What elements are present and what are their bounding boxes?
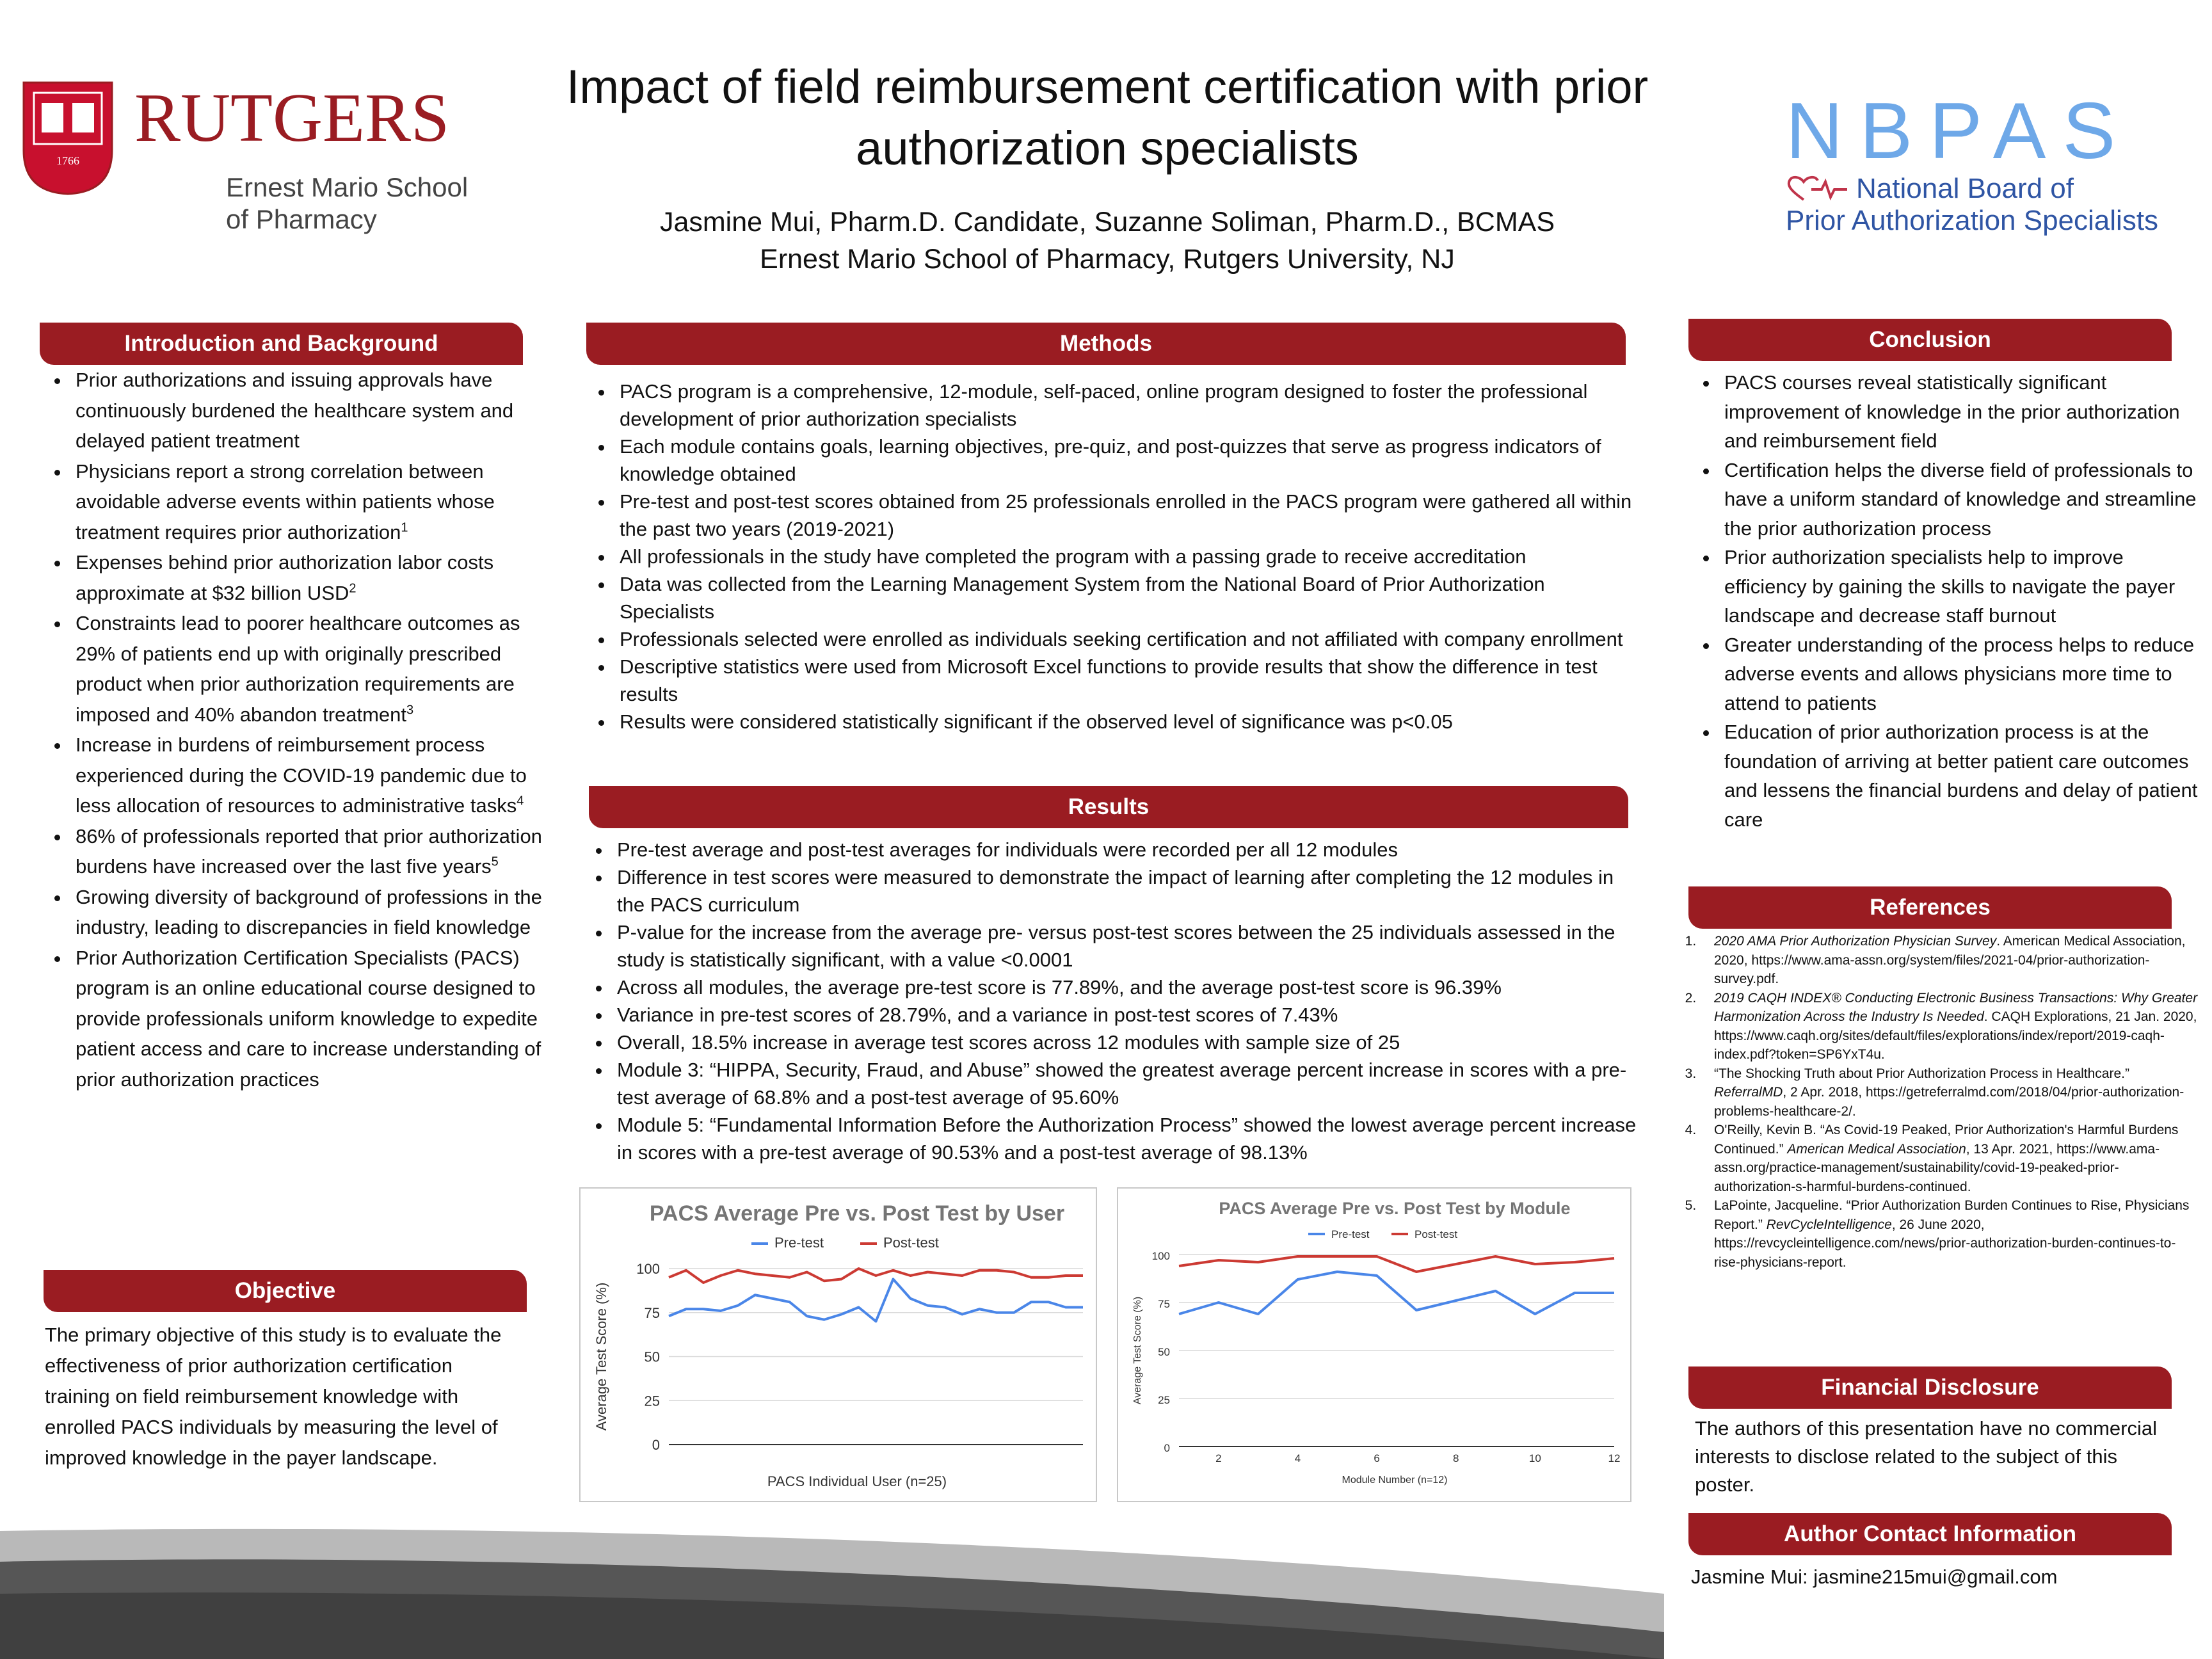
legend-label: Post-test xyxy=(883,1235,939,1251)
objective-text: The primary objective of this study is to evaluate the effectiveness of prior authorization certification training on field reimbursement knowledge with enrolled PACS individuals by measuring the level of improved knowledge in the payer landscape. xyxy=(45,1324,502,1469)
intro-heading: Introduction and Background xyxy=(40,323,523,365)
rutgers-year: 1766 xyxy=(56,154,79,167)
nbpas-acronym: NBPAS xyxy=(1786,87,2133,175)
series-line-pretest xyxy=(1179,1272,1614,1314)
list-item: • Variance in pre-test scores of 28.79%, and a variance in post-test scores of 7.43% xyxy=(612,1001,1642,1029)
list-item: • Expenses behind prior authorization labor costs approximate at $32 billion USD$^2$ xyxy=(70,547,552,608)
list-item: • Descriptive statistics were used from Microsoft Excel functions to provide results that show the difference in test results xyxy=(614,653,1639,708)
list-item: • Results were considered statistically significant if the observed level of significance was p<0.05 xyxy=(614,708,1639,735)
list-item: • Physicians report a strong correlation between avoidable adverse events within patients whose treatment requires prior authorization$^1$ xyxy=(70,456,552,548)
list-item: • Each module contains goals, learning objectives, pre-quiz, and post-quizzes that serve as progress indicators of knowledge obtained xyxy=(614,433,1639,488)
list-item: • Constraints lead to poorer healthcare outcomes as 29% of patients end up with originally prescribed product when prior authorization requirements are imposed and 40% abandon treatment$^3$ xyxy=(70,608,552,730)
list-item: • Professionals selected were enrolled as individuals seeking certification and not affiliated with company enrollment xyxy=(614,625,1639,653)
list-item: • Across all modules, the average pre-test score is 77.89%, and the average post-test score is 96.39% xyxy=(612,974,1642,1001)
title-line-1: Impact of field reimbursement certification with prior xyxy=(566,60,1649,113)
y-tick-label: 100 xyxy=(636,1261,660,1277)
list-item: • Overall, 18.5% increase in average test scores across 12 modules with sample size of 25 xyxy=(612,1029,1642,1056)
y-tick-label: 25 xyxy=(644,1393,660,1409)
results-list xyxy=(582,836,1642,1166)
series-line-posttest xyxy=(1179,1256,1614,1272)
y-axis-label: Average Test Score (%) xyxy=(1132,1296,1143,1405)
intro-list xyxy=(41,365,552,1094)
list-item: • Module 5: “Fundamental Information Before the Authorization Process” showed the lowest average percent increase in scores with a pre-test average of 90.53% and a post-test average of 98.13% xyxy=(612,1111,1642,1166)
heartbeat-icon xyxy=(1786,174,1856,204)
rutgers-school-line1: Ernest Mario School xyxy=(226,172,469,202)
objective-heading: Objective xyxy=(44,1270,527,1312)
reference-item: 2. 2019 CAQH INDEX® Conducting Electronic Business Transactions: Why Greater Harmonization Across the Industry Is Needed. CAQH Explorations, 21 Jan. 2020, https://www.caqh.org/sites/default/files/explorations/index/report/2019-caqh-index.pdf?token=SP6YxT4u. xyxy=(1700,989,2199,1064)
x-tick-label: 2 xyxy=(1215,1452,1222,1464)
list-item: • All professionals in the study have completed the program with a passing grade to receive accreditation xyxy=(614,543,1639,570)
page-title xyxy=(448,56,1767,179)
author-block xyxy=(448,204,1767,278)
nbpas-line2: Prior Authorization Specialists xyxy=(1786,205,2159,236)
x-tick-label: 12 xyxy=(1608,1452,1621,1464)
list-item: • 86% of professionals reported that prior authorization burdens have increased over the last five years$^5$ xyxy=(70,821,552,882)
methods-list xyxy=(585,378,1639,735)
x-tick-label: 6 xyxy=(1374,1452,1380,1464)
financial-heading: Financial Disclosure xyxy=(1688,1366,2172,1409)
list-item: • Greater understanding of the process helps to reduce adverse events and allows physicians more time to attend to patients xyxy=(1719,630,2200,718)
list-item: • P-value for the increase from the average pre- versus post-test scores between the 25 individuals assessed in the study is statistically significant, with a value <0.0001 xyxy=(612,918,1642,974)
legend-label: Post-test xyxy=(1415,1228,1458,1240)
y-tick-label: 100 xyxy=(1151,1250,1170,1262)
contact-heading: Author Contact Information xyxy=(1688,1513,2172,1555)
methods-heading: Methods xyxy=(586,323,1626,365)
y-tick-label: 75 xyxy=(644,1304,660,1321)
list-item: • Education of prior authorization process is at the foundation of arriving at better patient care outcomes and lessens the financial burdens and delay of patient care xyxy=(1719,717,2200,834)
authors: Jasmine Mui, Pharm.D. Candidate, Suzanne Soliman, Pharm.D., BCMAS xyxy=(659,207,1555,237)
chart-by-user xyxy=(579,1187,1097,1502)
chart-by-module-svg xyxy=(1118,1189,1630,1501)
list-item: • Pre-test average and post-test averages for individuals were recorded per all 12 modules xyxy=(612,836,1642,863)
y-tick-label: 0 xyxy=(652,1437,660,1453)
list-item: • Increase in burdens of reimbursement process experienced during the COVID-19 pandemic due to less allocation of resources to administrative tasks$^4$ xyxy=(70,730,552,821)
list-item: • Data was collected from the Learning Management System from the National Board of Prior Authorization Specialists xyxy=(614,570,1639,625)
y-axis-label: Average Test Score (%) xyxy=(593,1282,609,1431)
financial-text: The authors of this presentation have no commercial interests to disclose related to the subject of this poster. xyxy=(1695,1417,2157,1496)
x-axis-label: PACS Individual User (n=25) xyxy=(767,1473,947,1489)
list-item: • PACS program is a comprehensive, 12-module, self-paced, online program designed to foster the professional development of prior authorization specialists xyxy=(614,378,1639,433)
list-item: • Prior authorizations and issuing approvals have continuously burdened the healthcare system and delayed patient treatment xyxy=(70,365,552,456)
reference-item: 1. 2020 AMA Prior Authorization Physician Survey. American Medical Association, 2020, https://www.ama-assn.org/system/files/2021-04/prior-authorization-survey.pdf. xyxy=(1700,932,2199,989)
rutgers-school-line2: of Pharmacy xyxy=(226,204,377,234)
legend-label: Pre-test xyxy=(774,1235,824,1251)
chart-by-user-svg xyxy=(581,1189,1096,1501)
y-tick-label: 0 xyxy=(1164,1442,1170,1454)
nbpas-line1-row xyxy=(1786,173,2170,205)
title-line-2: authorization specialists xyxy=(856,122,1359,175)
rutgers-wordmark: RUTGERS xyxy=(134,80,450,156)
results-heading: Results xyxy=(589,786,1628,828)
reference-item: 5. LaPointe, Jacqueline. “Prior Authorization Burden Continues to Rise, Physicians Report.” RevCycleIntelligence, 26 June 2020, https://revcycleintelligence.com/news/prior-authorization-burden-continues-to-rise-physicians-report. xyxy=(1700,1196,2199,1272)
series-line-pretest xyxy=(669,1279,1083,1322)
references-heading: References xyxy=(1688,886,2172,929)
x-axis-label: Module Number (n=12) xyxy=(1342,1475,1448,1486)
chart-title: PACS Average Pre vs. Post Test by Module xyxy=(1219,1199,1571,1218)
nbpas-line1: National Board of xyxy=(1856,173,2074,204)
list-item: • Pre-test and post-test scores obtained from 25 professionals enrolled in the PACS program were gathered all within the past two years (2019-2021) xyxy=(614,488,1639,543)
x-tick-label: 8 xyxy=(1452,1452,1459,1464)
contact-text: Jasmine Mui: jasmine215mui@gmail.com xyxy=(1691,1562,2177,1592)
references-list xyxy=(1674,932,2199,1272)
conclusion-heading: Conclusion xyxy=(1688,319,2172,361)
y-tick-label: 50 xyxy=(1158,1346,1170,1358)
conclusion-list xyxy=(1690,368,2200,834)
legend-label: Pre-test xyxy=(1331,1228,1370,1240)
list-item: • Prior authorization specialists help to improve efficiency by gaining the skills to navigate the payer landscape and decrease staff burnout xyxy=(1719,543,2200,630)
list-item: • Prior Authorization Certification Specialists (PACS) program is an online educational course designed to provide professionals uniform knowledge to expedite patient access and care to increase understanding of prior authorization practices xyxy=(70,943,552,1095)
chart-title: PACS Average Pre vs. Post Test by User xyxy=(649,1201,1065,1226)
y-tick-label: 25 xyxy=(1158,1394,1170,1406)
affiliation: Ernest Mario School of Pharmacy, Rutgers University, NJ xyxy=(760,244,1455,275)
list-item: • Certification helps the diverse field of professionals to have a uniform standard of knowledge and streamline the prior authorization process xyxy=(1719,456,2200,543)
rutgers-logo xyxy=(22,80,470,246)
nbpas-logo xyxy=(1786,87,2170,236)
reference-item: 4. O'Reilly, Kevin B. “As Covid-19 Peaked, Prior Authorization's Harmful Burdens Continued.” American Medical Association, 13 Apr. 2021, https://www.ama-assn.org/practice-management/sustainability/covid-19-peaked-prior-authorization-s-harmful-burdens-continued. xyxy=(1700,1121,2199,1196)
chart-by-module xyxy=(1117,1187,1631,1502)
x-tick-label: 10 xyxy=(1528,1452,1541,1464)
list-item: • Difference in test scores were measured to demonstrate the impact of learning after completing the 12 modules in the PACS curriculum xyxy=(612,863,1642,918)
list-item: • Module 3: “HIPPA, Security, Fraud, and Abuse” showed the greatest average percent increase in scores with a pre-test average of 68.8% and a post-test average of 95.60% xyxy=(612,1056,1642,1111)
series-line-posttest xyxy=(669,1269,1083,1283)
reference-item: 3. “The Shocking Truth about Prior Authorization Process in Healthcare.” ReferralMD, 2 Apr. 2018, https://getreferralmd.com/2018/04/prior-authorization-problems-healthcare-2/. xyxy=(1700,1064,2199,1121)
y-tick-label: 50 xyxy=(644,1349,660,1365)
list-item: • Growing diversity of background of professions in the industry, leading to discrepancies in field knowledge xyxy=(70,882,552,943)
x-tick-label: 4 xyxy=(1294,1452,1301,1464)
y-tick-label: 75 xyxy=(1158,1298,1170,1310)
list-item: • PACS courses reveal statistically significant improvement of knowledge in the prior authorization and reimbursement field xyxy=(1719,368,2200,456)
